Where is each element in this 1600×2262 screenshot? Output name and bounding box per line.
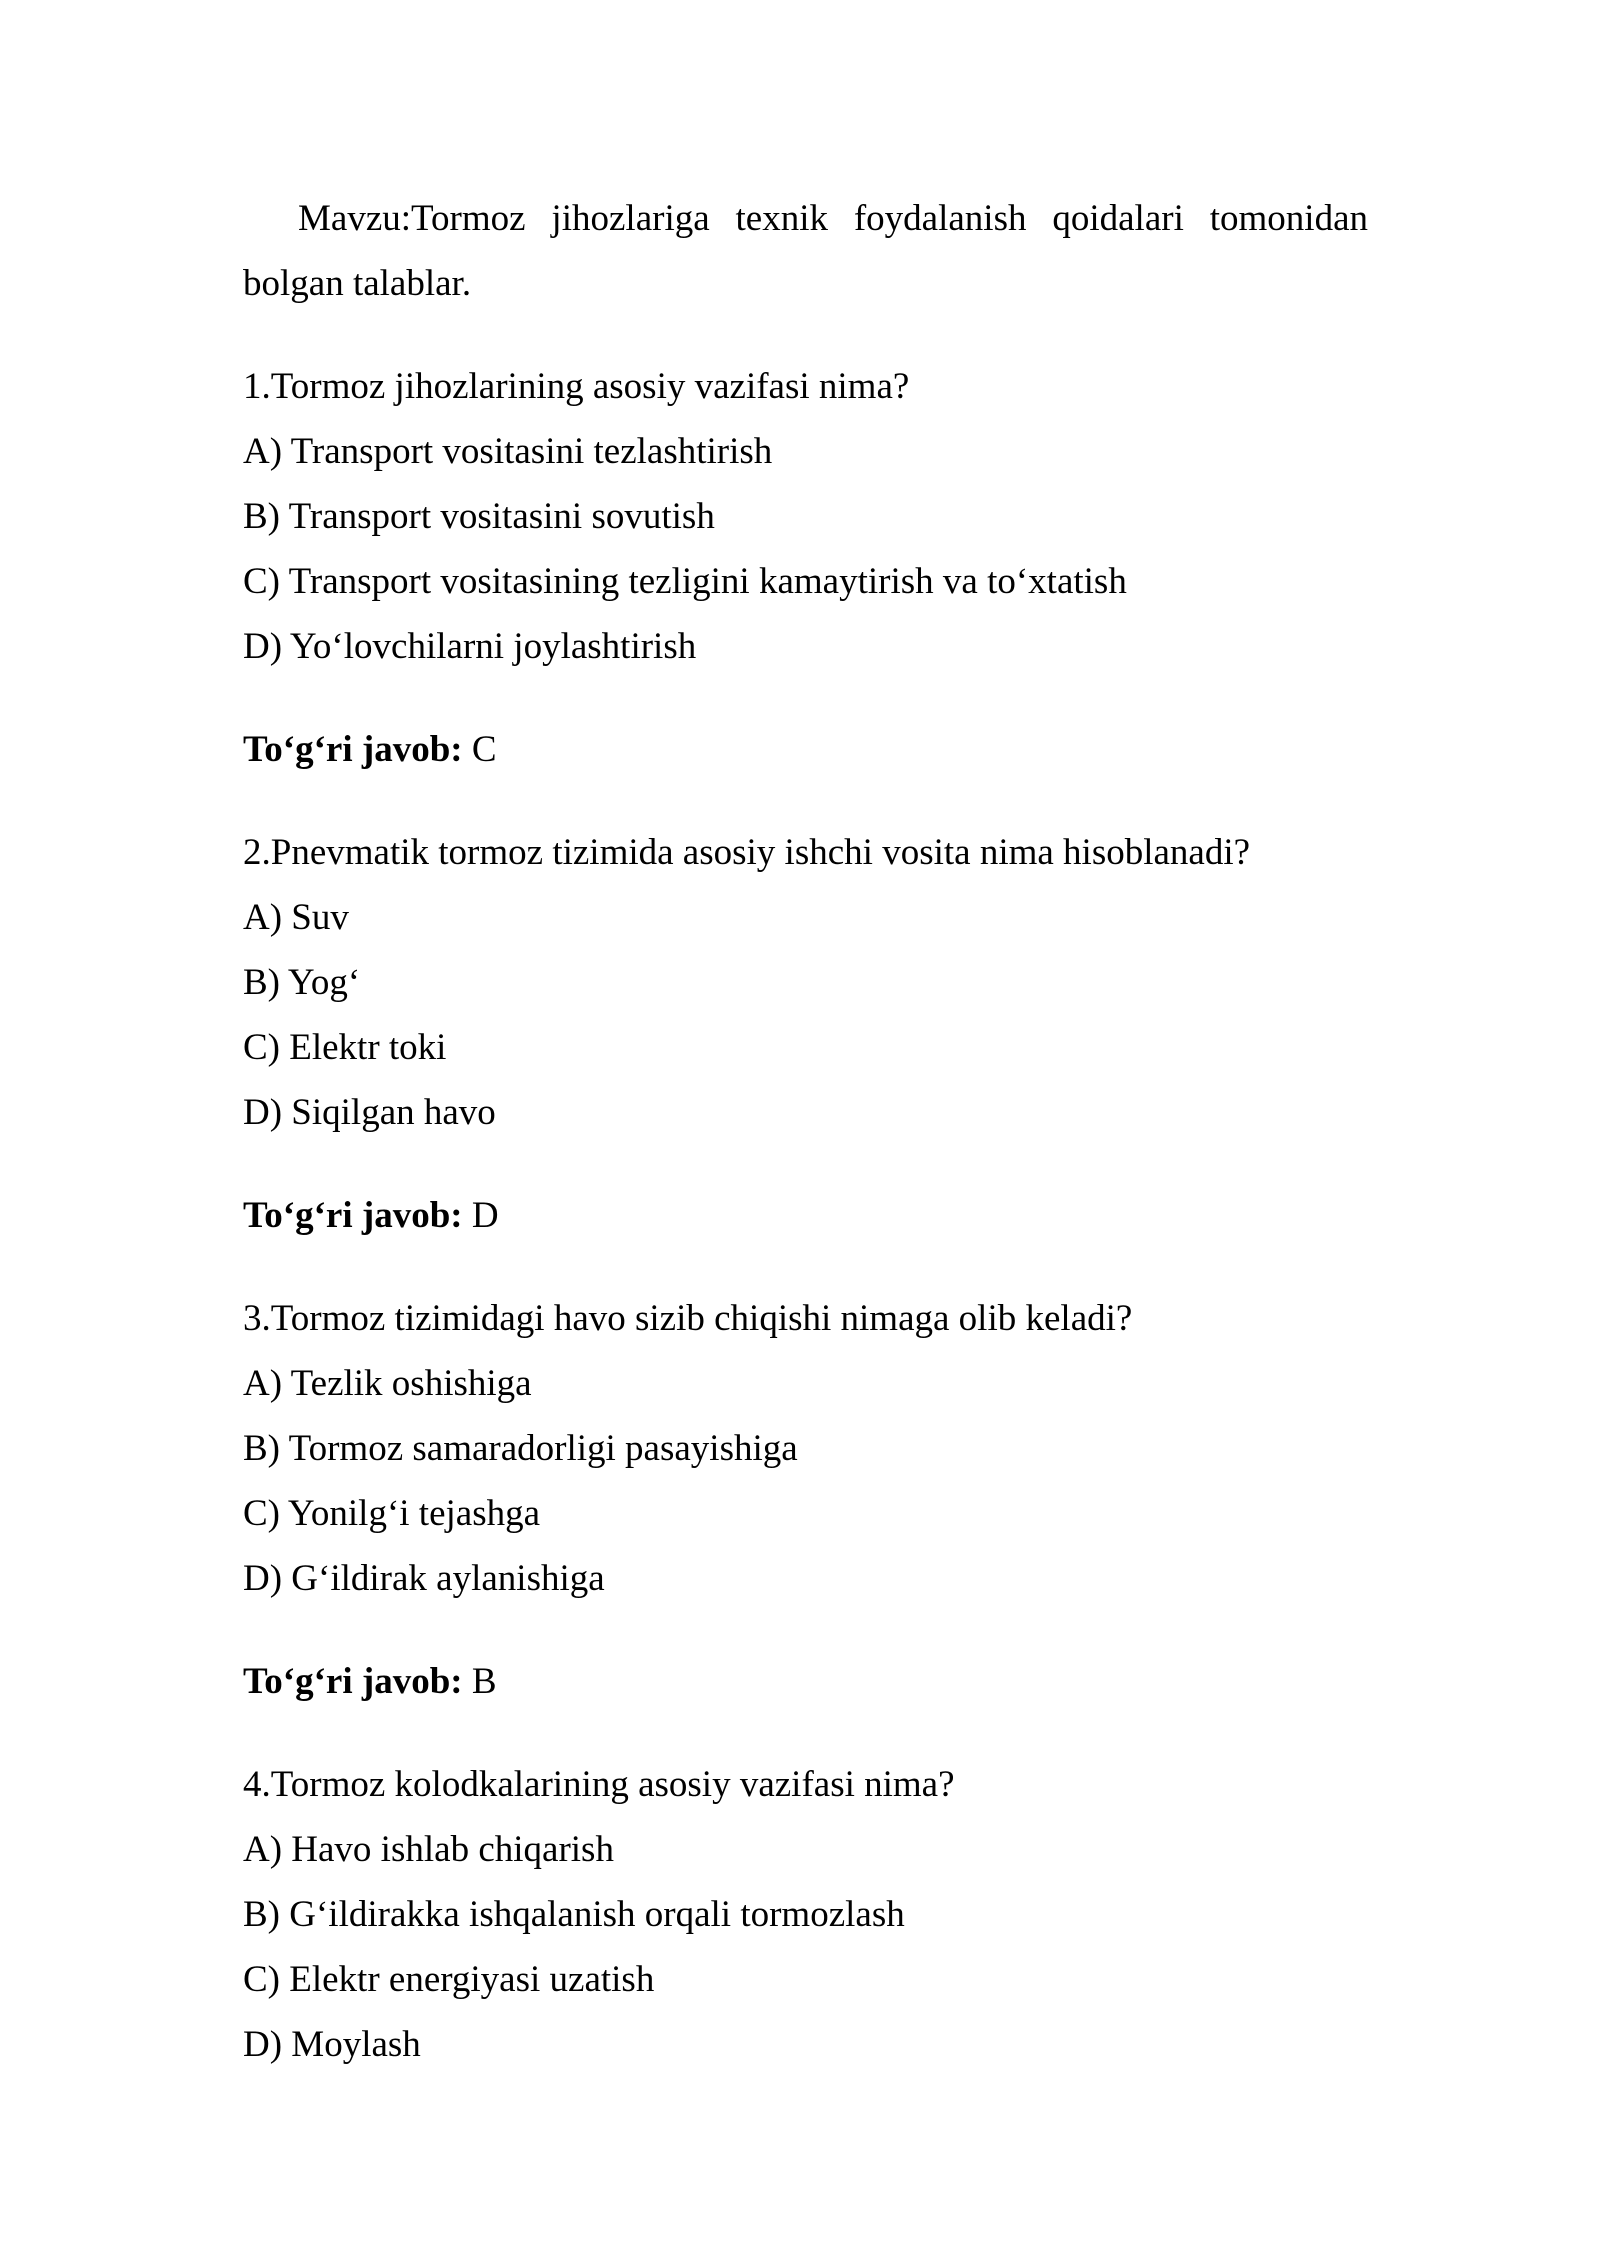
answer-label: To‘g‘ri javob: bbox=[243, 729, 463, 770]
correct-answer bbox=[243, 1183, 1368, 1248]
answer-value: D bbox=[471, 1195, 499, 1236]
question-block bbox=[243, 1752, 1368, 2077]
option-d: D) Siqilgan havo bbox=[243, 1092, 496, 1133]
answer-value: C bbox=[471, 729, 497, 770]
correct-answer bbox=[243, 1649, 1368, 1714]
option-a: A) Tezlik oshishiga bbox=[243, 1363, 532, 1404]
question-block bbox=[243, 354, 1368, 679]
option-b: B) Transport vositasini sovutish bbox=[243, 496, 715, 537]
option-c: C) Elektr toki bbox=[243, 1027, 447, 1068]
question-block bbox=[243, 1286, 1368, 1611]
question-block bbox=[243, 820, 1368, 1145]
document-body bbox=[243, 186, 1368, 2077]
answer-label: To‘g‘ri javob: bbox=[243, 1661, 463, 1702]
option-c: C) Transport vositasining tezligini kamaytirish va to‘xtatish bbox=[243, 561, 1127, 602]
option-b: B) Tormoz samaradorligi pasayishiga bbox=[243, 1428, 798, 1469]
option-b: B) Yog‘ bbox=[243, 962, 361, 1003]
option-c: C) Elektr energiyasi uzatish bbox=[243, 1959, 655, 2000]
correct-answer bbox=[243, 717, 1368, 782]
answer-label: To‘g‘ri javob: bbox=[243, 1195, 463, 1236]
option-a: A) Transport vositasini tezlashtirish bbox=[243, 431, 773, 472]
option-d: D) Yo‘lovchilarni joylashtirish bbox=[243, 626, 697, 667]
option-d: D) Moylash bbox=[243, 2024, 421, 2065]
question-text: 2.Pnevmatik tormoz tizimida asosiy ishchi vosita nima hisoblanadi? bbox=[243, 832, 1251, 873]
question-text: 1.Tormoz jihozlarining asosiy vazifasi nima? bbox=[243, 366, 910, 407]
question-text: 4.Tormoz kolodkalarining asosiy vazifasi nima? bbox=[243, 1764, 955, 1805]
option-b: B) G‘ildirakka ishqalanish orqali tormozlash bbox=[243, 1894, 905, 1935]
option-c: C) Yonilg‘i tejashga bbox=[243, 1493, 541, 1534]
answer-value: B bbox=[471, 1661, 497, 1702]
document-title: Mavzu:Tormoz jihozlariga texnik foydalanish qoidalari tomonidan bolgan talablar. bbox=[243, 198, 1368, 304]
option-a: A) Havo ishlab chiqarish bbox=[243, 1829, 614, 1870]
question-text: 3.Tormoz tizimidagi havo sizib chiqishi nimaga olib keladi? bbox=[243, 1298, 1133, 1339]
option-a: A) Suv bbox=[243, 897, 349, 938]
option-d: D) G‘ildirak aylanishiga bbox=[243, 1558, 605, 1599]
